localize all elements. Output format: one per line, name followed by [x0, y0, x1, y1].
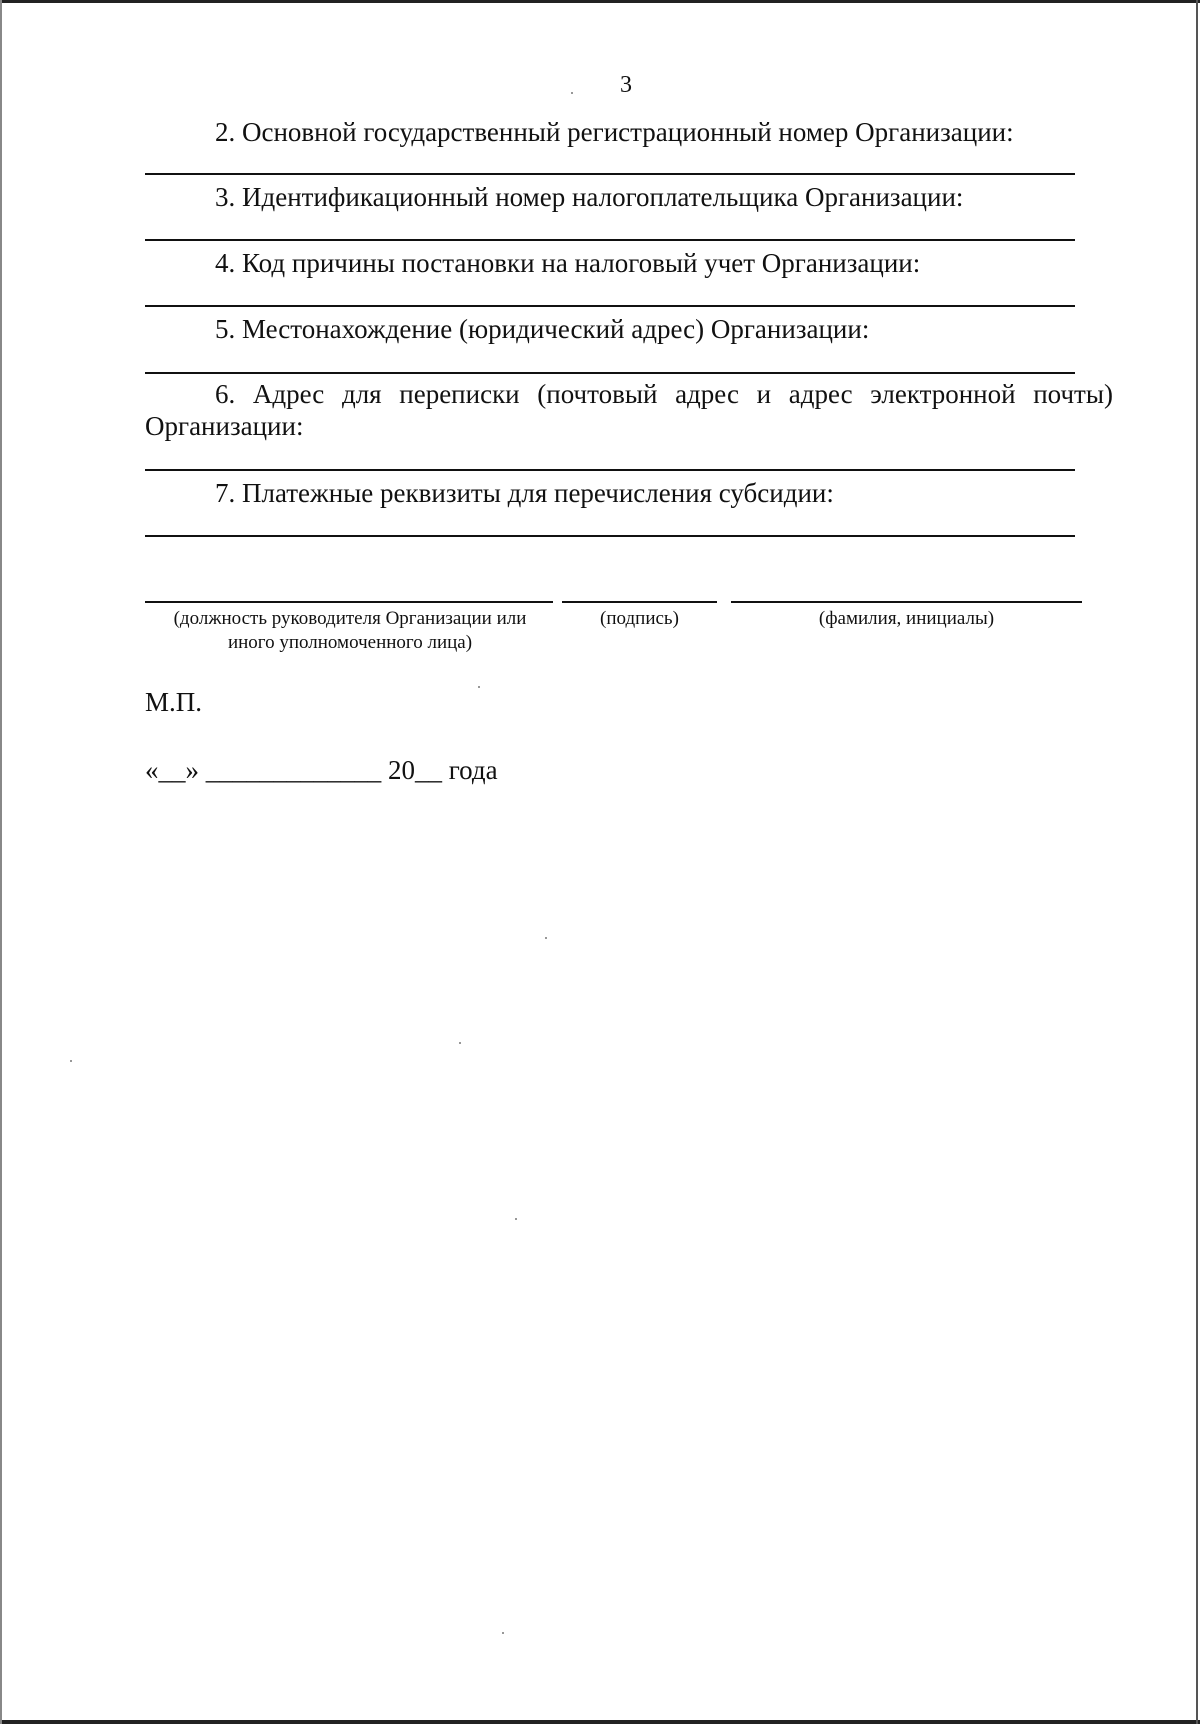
scan-speck	[515, 1218, 517, 1220]
signature-caption: (подпись)	[600, 608, 679, 629]
scan-edge-top	[0, 0, 1200, 3]
position-caption: (должность руководителя Организации или иного уполномоченного лица)	[173, 608, 527, 653]
field-label-inn: 3. Идентификационный номер налогоплательщика Организации:	[215, 182, 964, 212]
scan-speck	[502, 1632, 504, 1634]
scan-speck	[571, 92, 573, 94]
name-caption: (фамилия, инициалы)	[818, 608, 995, 629]
field-label-mailing-address: 6. Адрес для переписки (почтовый адрес и адрес электронной почты) Организации:	[145, 379, 1113, 441]
field-line-payment-details[interactable]	[145, 535, 1075, 537]
scan-speck	[545, 937, 547, 939]
field-line-mailing-address[interactable]	[145, 469, 1075, 471]
field-line-legal-address[interactable]	[145, 372, 1075, 374]
page-number: 3	[620, 72, 632, 98]
signature-line-signature[interactable]	[562, 601, 717, 603]
scan-edge-left	[0, 0, 2, 1724]
scan-edge-bottom	[0, 1720, 1200, 1724]
signature-line-position[interactable]	[145, 601, 553, 603]
scan-speck	[459, 1042, 461, 1044]
field-line-ogrn[interactable]	[145, 173, 1075, 175]
stamp-label: М.П.	[145, 687, 203, 717]
date-line[interactable]: «__» _____________ 20__ года	[145, 755, 498, 785]
field-label-kpp: 4. Код причины постановки на налоговый учет Организации:	[215, 248, 921, 278]
field-label-payment-details: 7. Платежные реквизиты для перечисления субсидии:	[215, 478, 834, 508]
field-label-ogrn: 2. Основной государственный регистрационный номер Организации:	[215, 117, 1014, 147]
field-label-legal-address: 5. Местонахождение (юридический адрес) Организации:	[215, 314, 870, 344]
scan-speck	[478, 686, 480, 688]
signature-line-name[interactable]	[731, 601, 1082, 603]
field-line-kpp[interactable]	[145, 305, 1075, 307]
scan-speck	[70, 1060, 72, 1062]
field-line-inn[interactable]	[145, 239, 1075, 241]
scan-edge-right	[1196, 0, 1198, 1724]
